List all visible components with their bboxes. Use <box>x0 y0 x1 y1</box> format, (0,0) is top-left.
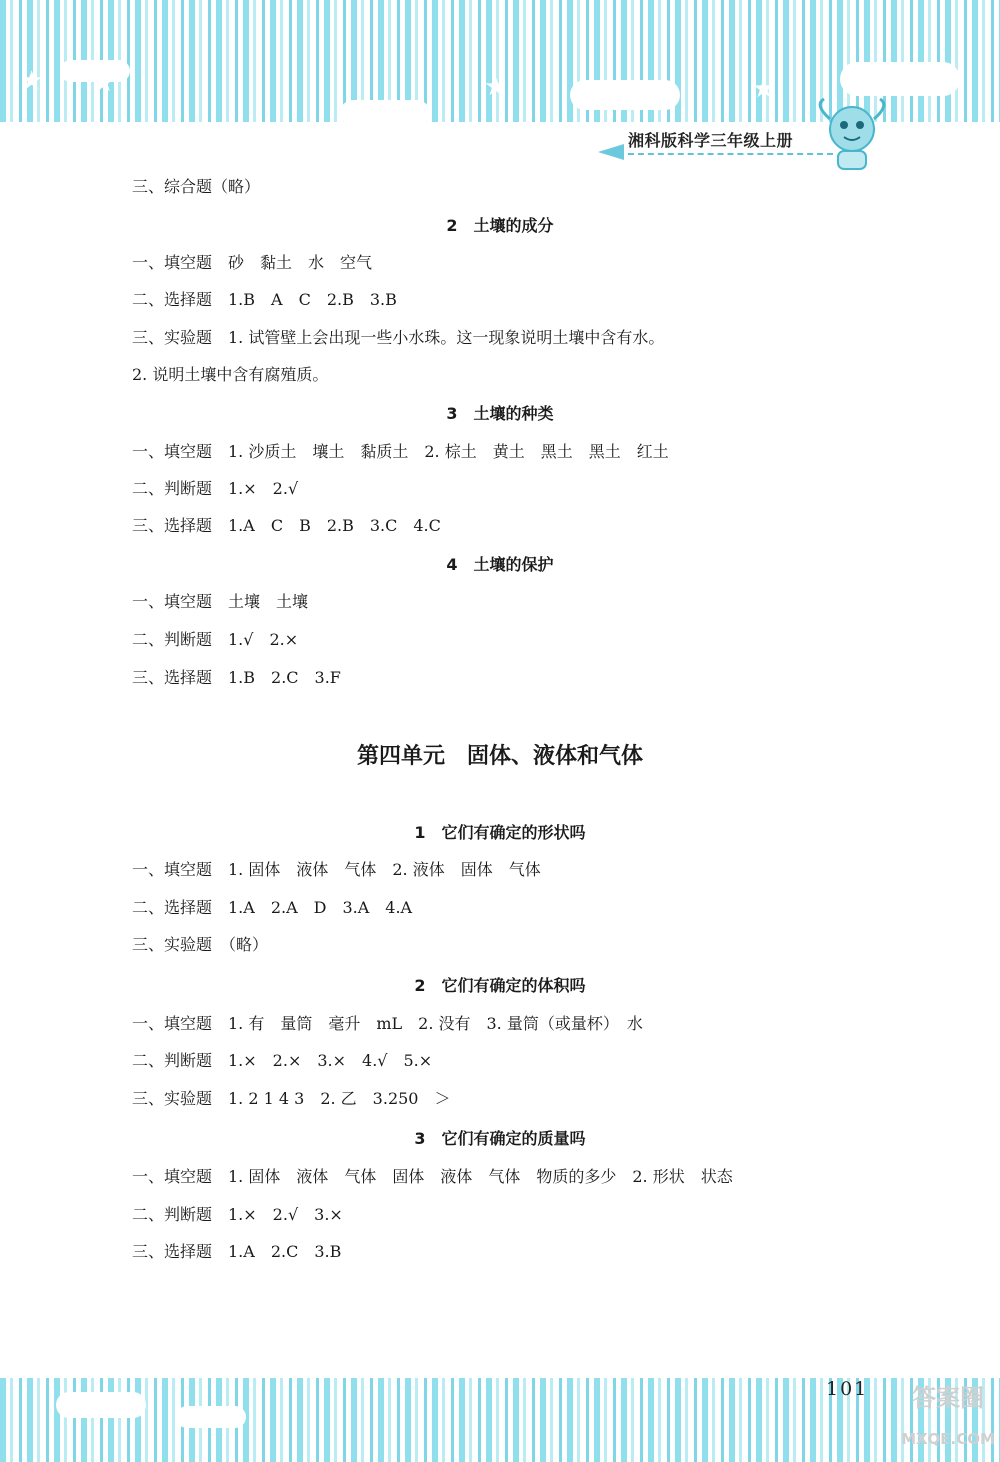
star-icon: ★ <box>92 68 116 98</box>
answer-line: 三、实验题 （略） <box>132 935 269 954</box>
answer-line: 三、选择题 1.A C B 2.B 3.C 4.C <box>132 516 441 535</box>
answer-line: 二、判断题 1.× 2.√ <box>132 479 299 498</box>
cloud-decoration <box>340 100 430 126</box>
lesson-heading: 3 土壤的种类 <box>446 404 554 423</box>
watermark-bottom-text: MXQE.COM <box>901 1430 995 1448</box>
header-dashed-divider <box>628 153 833 155</box>
star-icon: ★ <box>752 74 776 104</box>
book-title: 湘科版科学三年级上册 <box>628 131 794 150</box>
answer-line: 二、判断题 1.√ 2.× <box>132 630 299 649</box>
answer-line: 一、填空题 1. 固体 液体 气体 固体 液体 气体 物质的多少 2. 形状 状态 <box>132 1167 733 1186</box>
cloud-decoration <box>176 1406 246 1428</box>
answer-line: 一、填空题 土壤 土壤 <box>132 592 309 611</box>
star-icon: ★ <box>20 66 44 96</box>
answer-line: 三、综合题（略） <box>132 177 261 196</box>
answer-line: 三、实验题 1. 2 1 4 3 2. 乙 3.250 ＞ <box>132 1089 451 1108</box>
answer-line: 三、选择题 1.B 2.C 3.F <box>132 668 341 687</box>
answer-line: 一、填空题 1. 固体 液体 气体 2. 液体 固体 气体 <box>132 860 541 879</box>
watermark-logo <box>900 1372 996 1458</box>
watermark-top-text: 答案圈 <box>912 1384 984 1412</box>
answer-line: 二、判断题 1.× 2.√ 3.× <box>132 1205 343 1224</box>
lesson-heading: 2 土壤的成分 <box>446 216 554 235</box>
lesson-heading: 1 它们有确定的形状吗 <box>414 823 586 842</box>
page-number: 101 <box>826 1378 869 1400</box>
answer-line: 一、填空题 1. 沙质土 壤土 黏质土 2. 棕土 黄土 黑土 黑土 红土 <box>132 442 669 461</box>
lesson-heading: 4 土壤的保护 <box>446 555 554 574</box>
unit-title: 第四单元 固体、液体和气体 <box>356 744 643 769</box>
answer-line: 二、判断题 1.× 2.× 3.× 4.√ 5.× <box>132 1051 433 1070</box>
answer-line: 2. 说明土壤中含有腐殖质。 <box>132 365 329 384</box>
answer-line: 二、选择题 1.B A C 2.B 3.B <box>132 290 397 309</box>
star-icon: ★ <box>484 72 508 102</box>
answer-line: 一、填空题 砂 黏土 水 空气 <box>132 253 373 272</box>
answer-line: 二、选择题 1.A 2.A D 3.A 4.A <box>132 898 413 917</box>
mascot-icon <box>808 95 896 175</box>
arrow-left-icon <box>598 144 624 160</box>
lesson-heading: 3 它们有确定的质量吗 <box>414 1129 586 1148</box>
answer-line: 一、填空题 1. 有 量筒 毫升 mL 2. 没有 3. 量筒（或量杯） 水 <box>132 1014 643 1033</box>
cloud-decoration <box>570 80 680 110</box>
answer-line: 三、实验题 1. 试管壁上会出现一些小水珠。这一现象说明土壤中含有水。 <box>132 328 665 347</box>
cloud-decoration <box>840 62 960 96</box>
cloud-decoration <box>56 1392 146 1418</box>
lesson-heading: 2 它们有确定的体积吗 <box>414 976 586 995</box>
answer-line: 三、选择题 1.A 2.C 3.B <box>132 1242 342 1261</box>
